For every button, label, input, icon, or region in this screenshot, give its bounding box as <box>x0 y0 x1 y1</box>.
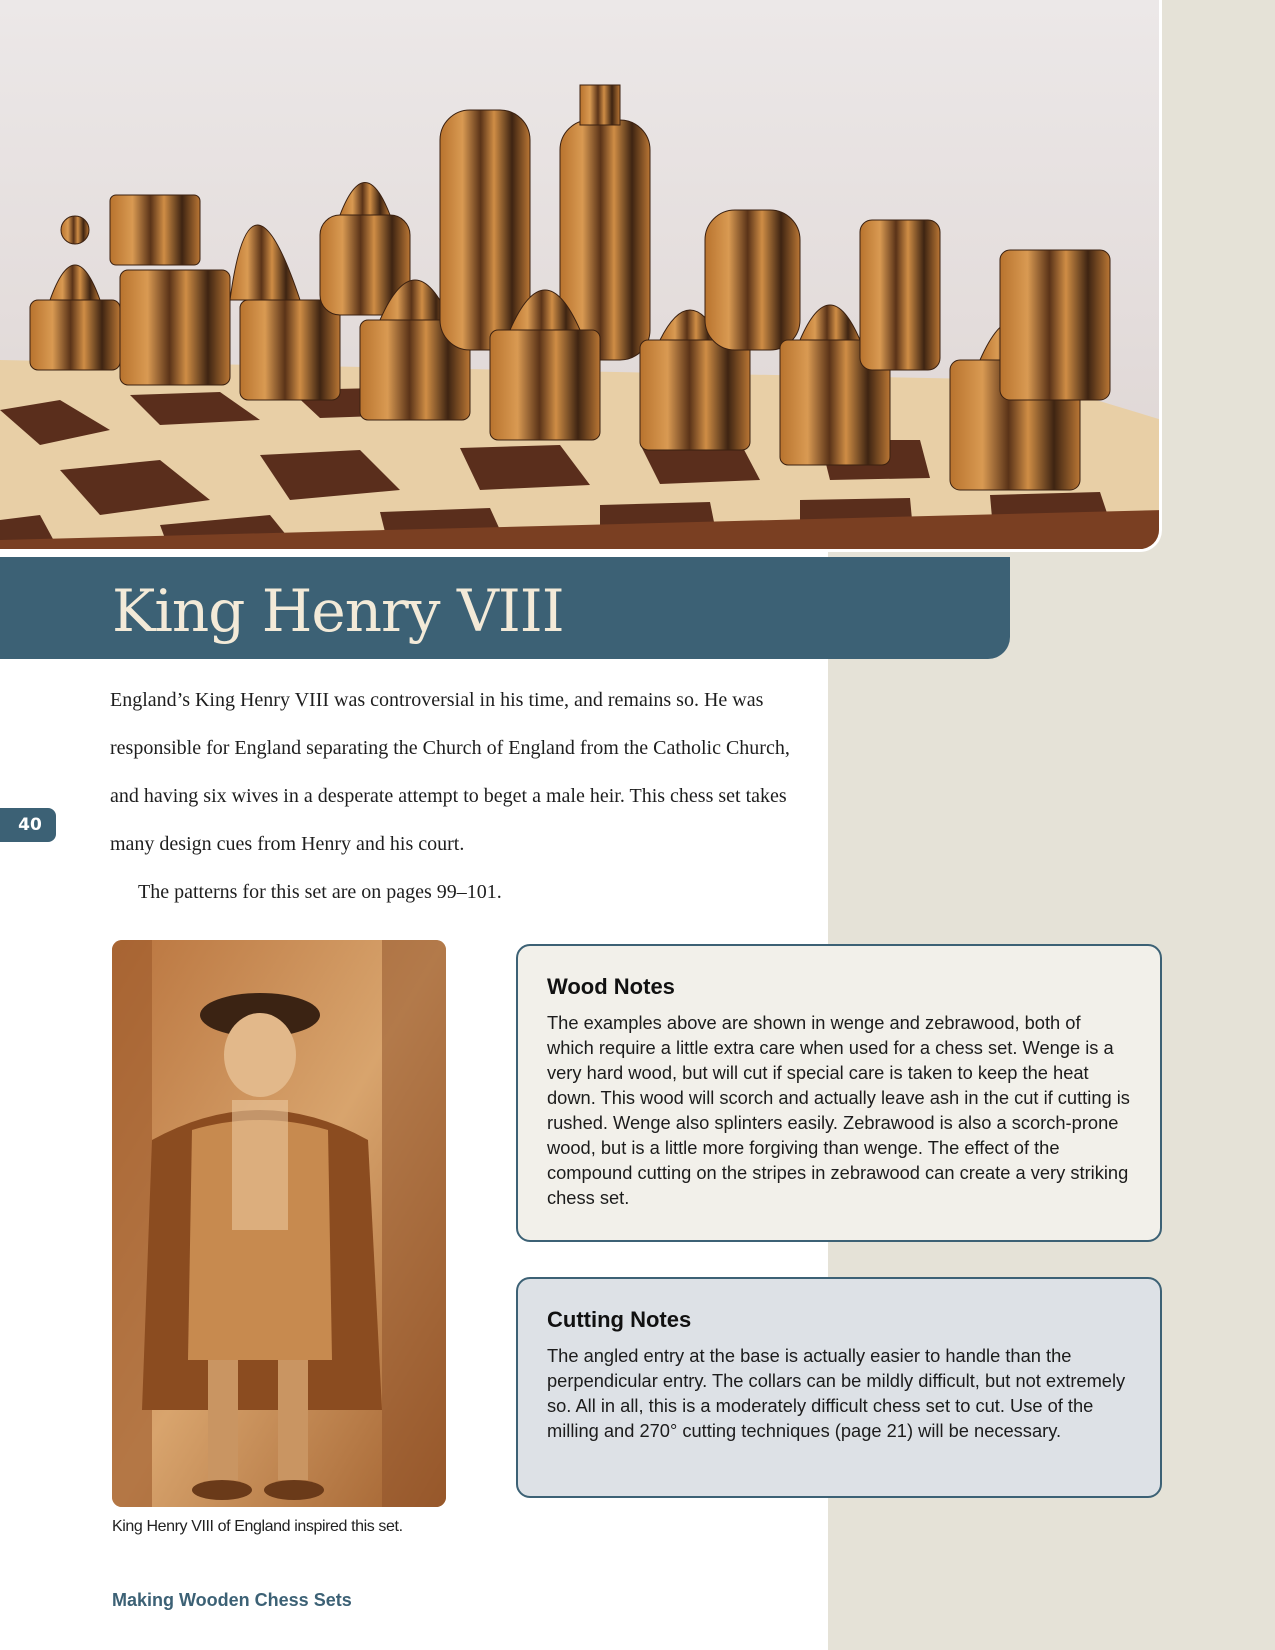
page-number: 40 <box>0 808 56 842</box>
cutting-notes-heading: Cutting Notes <box>547 1307 692 1332</box>
portrait-illustration <box>112 940 446 1507</box>
wood-notes-heading: Wood Notes <box>547 974 675 999</box>
book-title-footer: Making Wooden Chess Sets <box>112 1590 352 1610</box>
chess-set-illustration <box>0 0 1162 552</box>
henry-viii-portrait <box>112 940 446 1507</box>
cutting-notes-box <box>516 1277 1162 1498</box>
intro-text <box>110 676 810 916</box>
wood-notes-text: The examples above are shown in wenge and zebrawood, both of which require a little extra care when used for a chess set. Wenge is a very hard wood, but will cut if special care is taken to keep the heat down. This wood will scorch and actually leave ash in the cut if cutting is rushed. Wenge also splinters easily. Zebrawood is also a scorch-prone wood, but is a little more forgiving than wenge. The effect of the compound cutting on the stripes in zebrawood can create a very striking chess set. <box>547 1012 1130 1208</box>
chess-set-photo <box>0 0 1162 552</box>
title-band <box>0 557 1010 659</box>
pattern-reference: The patterns for this set are on pages 99–101. <box>138 881 502 903</box>
wood-notes-box <box>516 944 1162 1242</box>
cutting-notes-text: The angled entry at the base is actually easier to handle than the perpendicular entry. The collars can be mildly difficult, but not extremely so. All in all, this is a moderately difficult chess set to cut. Use of the milling and 270° cutting techniques (page 21) will be necessary. <box>547 1345 1126 1441</box>
intro-paragraph: England’s King Henry VIII was controversial in his time, and remains so. He was responsible for England separating the Church of England from the Catholic Church, and having six wives in a desperate attempt to beget a male heir. This chess set takes many design cues from Henry and his court. <box>110 689 790 855</box>
page-title: King Henry VIII <box>112 577 564 645</box>
portrait-caption: King Henry VIII of England inspired this set. <box>112 1518 403 1535</box>
